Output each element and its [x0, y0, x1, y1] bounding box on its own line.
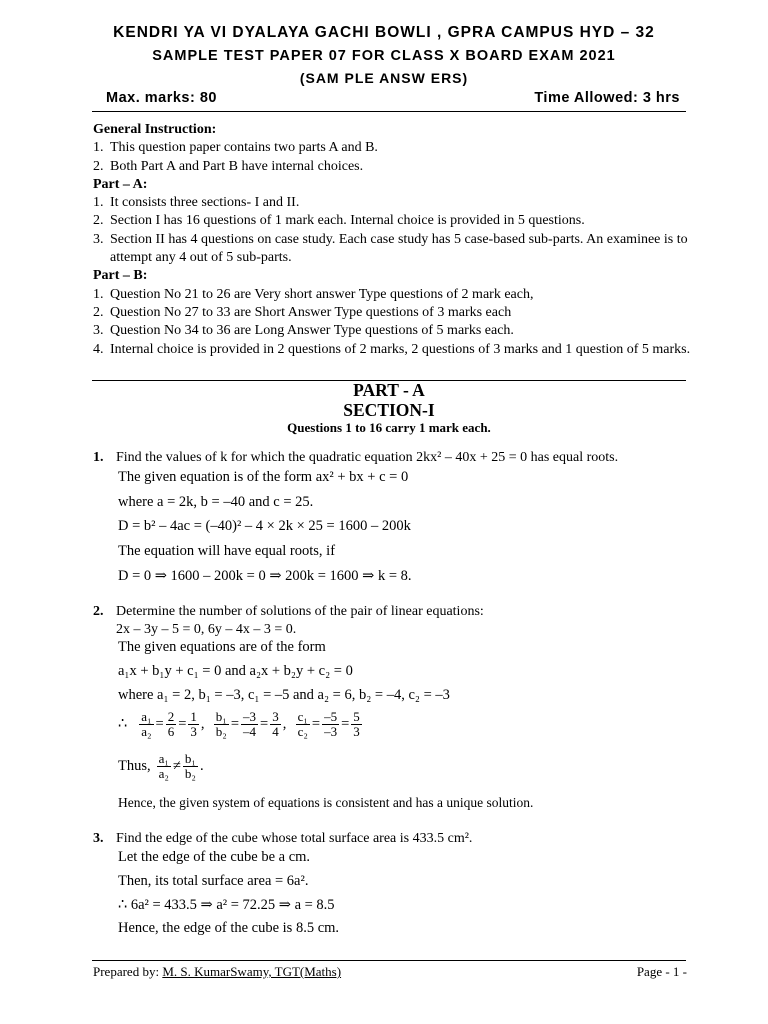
question-1: 1. Find the values of k for which the quadratic equation 2kx² – 40x + 25 = 0 has equal roots. [93, 450, 619, 465]
question-text: Find the values of k for which the quadratic equation 2kx² – 40x + 25 = 0 has equal roots. [116, 450, 619, 465]
inequality-line: Thus, $\frac{\text{a₁}}{\text{a₂}}$ ≠ $\frac{\text{b₁}}{\text{b₂}}$ . [118, 751, 204, 781]
answer-line: The given equations are of the form [118, 639, 326, 655]
part-b-heading: Part – B: [93, 268, 148, 284]
answer-line: D = b² – 4ac = (–40)² – 4 × 2k × 25 = 1600 – 200k [118, 518, 411, 534]
instructions-heading: General Instruction: [93, 122, 217, 137]
list-item: 2. Both Part A and Part B have internal choices. [93, 158, 364, 174]
header-divider [92, 111, 686, 112]
answer-line: The equation will have equal roots, if [118, 543, 336, 559]
author-name: M. S. KumarSwamy, TGT(Maths) [162, 964, 342, 979]
question-equations: 2x – 3y – 5 = 0, 6y – 4x – 3 = 0. [116, 622, 297, 637]
marks-time-row [106, 90, 680, 106]
list-item: 2. Question No 27 to 33 are Short Answer Type questions of 3 marks each [93, 304, 512, 320]
question-text: Find the edge of the cube whose total surface area is 433.5 cm². [116, 831, 473, 846]
paper-subtitle: (SAM PLE ANSW ERS) [299, 70, 469, 86]
question-3: 3. Find the edge of the cube whose total surface area is 433.5 cm². [93, 831, 473, 846]
paper-title: SAMPLE TEST PAPER 07 FOR CLASS X BOARD EXAM 2021 [152, 48, 616, 64]
answer-line: ∴ 6a² = 433.5 ⇒ a² = 72.25 ⇒ a = 8.5 [118, 897, 335, 913]
list-item: 2. Section I has 16 questions of 1 mark each. Internal choice is provided in 5 questions. [93, 213, 585, 229]
part-a-heading: Part – A: [93, 176, 148, 192]
section-heading: SECTION-I [343, 400, 435, 420]
time-allowed: Time Allowed: 3 hrs [534, 90, 680, 106]
prepared-by: Prepared by: M. S. KumarSwamy, TGT(Maths) [93, 964, 342, 979]
ratio-line: ∴ $\frac{\text{a₁}}{\text{a₂}}$ = $\frac{2}{6}$ = $\frac{1}{3}$ , $\frac{\text{b₁}}{\text{b₂}}$ = $\frac{-3}{-4}$ = $\frac{3}{4}$ , $\frac{\text{c₁}}{\text{c₂}}$ = $\frac{-5}{-3}$ = $\frac{5}{3}$ [118, 709, 360, 739]
page-footer [93, 964, 687, 980]
answer-conclusion: Hence, the given system of equations is consistent and has a unique solution. [118, 795, 534, 810]
list-item: 1. Question No 21 to 26 are Very short answer Type questions of 2 mark each, [93, 286, 534, 302]
list-item: 4. Internal choice is provided in 2 questions of 2 marks, 2 questions of 3 marks and 1 question of 5 marks. [93, 341, 691, 357]
answer-line: Let the edge of the cube be a cm. [118, 849, 311, 865]
page-number: Page - 1 - [636, 964, 687, 979]
answer-line: D = 0 ⇒ 1600 – 200k = 0 ⇒ 200k = 1600 ⇒ k = 8. [118, 568, 412, 584]
general-instructions [93, 121, 693, 359]
answer-line: The given equation is of the form ax² + bx + c = 0 [118, 469, 409, 485]
question-2: 2. Determine the number of solutions of the pair of linear equations: [93, 604, 484, 619]
footer-divider [92, 960, 686, 961]
max-marks: Max. marks: 80 [106, 90, 217, 106]
list-item: 1. This question paper contains two parts A and B. [93, 140, 378, 156]
list-item: 3. Question No 34 to 36 are Long Answer Type questions of 5 marks each. [93, 323, 514, 339]
list-item: 3. Section II has 4 questions on case study. Each case study has 5 case-based sub-parts. An examinee is to attempt any 4 out of 5 sub-parts. [93, 231, 688, 266]
question-text: Determine the number of solutions of the pair of linear equations: [116, 604, 484, 619]
part-heading: PART - A [353, 380, 425, 400]
answer-line: a₁x + b₁y + c₁ = 0 and a₂x + b₂y + c₂ = 0 [118, 663, 353, 679]
section-note: Questions 1 to 16 carry 1 mark each. [287, 420, 491, 435]
list-item: 1. It consists three sections- I and II. [93, 195, 300, 211]
answer-line: where a₁ = 2, b₁ = –3, c₁ = –5 and a₂ = 6, b₂ = –4, c₂ = –3 [118, 687, 450, 703]
answer-line: Then, its total surface area = 6a². [118, 873, 309, 889]
answer-line: where a = 2k, b = –40 and c = 25. [118, 494, 314, 510]
school-name: KENDRI YA VI DYALAYA GACHI BOWLI , GPRA CAMPUS HYD – 32 [113, 24, 655, 41]
answer-line: Hence, the edge of the cube is 8.5 cm. [118, 920, 340, 936]
